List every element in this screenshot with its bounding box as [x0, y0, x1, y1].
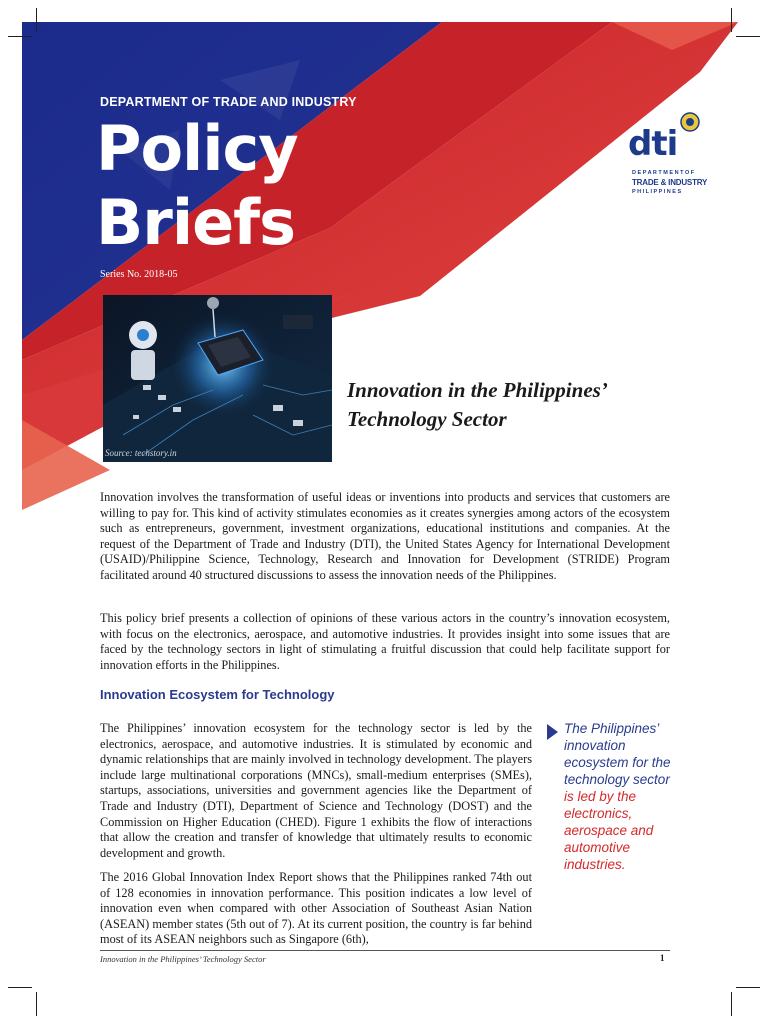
crop-mark — [731, 992, 732, 1016]
intro-paragraph: Innovation involves the transformation of useful ideas or inventions into products and services that customers are willing to pay for. This kind of activity stimulates economies as it creates synergies among actors of the ecosystem such as entrepreneurs, government, investment organizations, educational institutions and companies. At the request of the Department of Trade and Industry (DTI), the United States Agency for International Development (USAID)/Philippine Science, Technology, Research and Innovation for Development (STRIDE) Program facilitated around 40 structured discussions to assess the innovation needs of the Philippines. — [100, 490, 670, 582]
ecosystem-paragraph: The Philippines’ innovation ecosystem for the technology sector is led by the electronics, aerospace, and automotive industries. It is stimulated by economic and dynamic relationships that are mainly involved in technology development. The players include large multinational corporations (MNCs), small-medium enterprises (SMEs), startups, associations, universities and government agencies like the Department of Trade and Industry (DTI), Department of Science and Technology (DOST) and the Commission on Higher Education (CHED). Figure 1 exhibits the flow of interactions that allow the creation and transfer of knowledge that ultimately results to economic development and growth. — [100, 721, 532, 860]
circuit-board-image — [103, 295, 332, 462]
footer-rule — [100, 950, 670, 951]
footer-running-title: Innovation in the Philippines’ Technology Sector — [100, 954, 266, 964]
logo-mark: dti — [628, 124, 678, 164]
publication-title — [96, 112, 298, 260]
crop-mark — [36, 992, 37, 1016]
quote-triangle-icon — [547, 724, 558, 740]
crop-mark — [36, 8, 37, 32]
logo-line-1: D E P A R T M E N T O F — [632, 170, 695, 176]
subject-line-2: Technology Sector — [347, 407, 507, 431]
section-heading: Innovation Ecosystem for Technology — [100, 687, 335, 702]
cover-photo — [103, 295, 332, 462]
page-number: 1 — [660, 953, 665, 963]
pull-quote — [549, 720, 679, 873]
crop-mark — [8, 987, 32, 988]
title-line-1: Policy — [96, 112, 298, 185]
department-name: DEPARTMENT OF TRADE AND INDUSTRY — [100, 95, 357, 109]
crop-mark — [736, 987, 760, 988]
pull-quote-text — [549, 720, 679, 873]
pull-quote-part-1: The Philippines’ innovation ecosystem for the technology sector — [564, 721, 671, 787]
subject-line-1: Innovation in the Philippines’ — [347, 378, 608, 402]
purpose-paragraph: This policy brief presents a collection of opinions of these various actors in the country’s innovation ecosystem, with focus on the electronics, aerospace, and automotive industries. It provides insight into some issues that are faced by the technology sectors in light of stimulating a fruitful discussion that could help facilitate support for innovation efforts in the Philippines. — [100, 611, 670, 672]
brief-subject-title — [347, 376, 608, 434]
dti-logo — [628, 112, 708, 202]
crop-mark — [731, 8, 732, 32]
gii-paragraph: The 2016 Global Innovation Index Report shows that the Philippines ranked 74th out of 128 economies in innovation performance. This position indicates a low level of innovation even when compared with other Association of Southeast Asian Nation (ASEAN) member states (5th out of 7). At its current position, the country is far behind most of its ASEAN neighbors such as Singapore (6th), — [100, 870, 532, 947]
title-line-2: Briefs — [96, 186, 296, 259]
crop-mark — [8, 36, 32, 37]
logo-line-2: TRADE & INDUSTRY — [632, 178, 708, 187]
crop-mark — [736, 36, 760, 37]
logo-line-3: P H I L I P P I N E S — [632, 189, 682, 195]
photo-credit: Source: techstory.in — [105, 448, 177, 458]
logo-seal-icon — [680, 112, 700, 132]
pull-quote-part-2: is led by the electronics, aerospace and automotive industries. — [564, 789, 654, 872]
series-number: Series No. 2018-05 — [100, 269, 178, 280]
